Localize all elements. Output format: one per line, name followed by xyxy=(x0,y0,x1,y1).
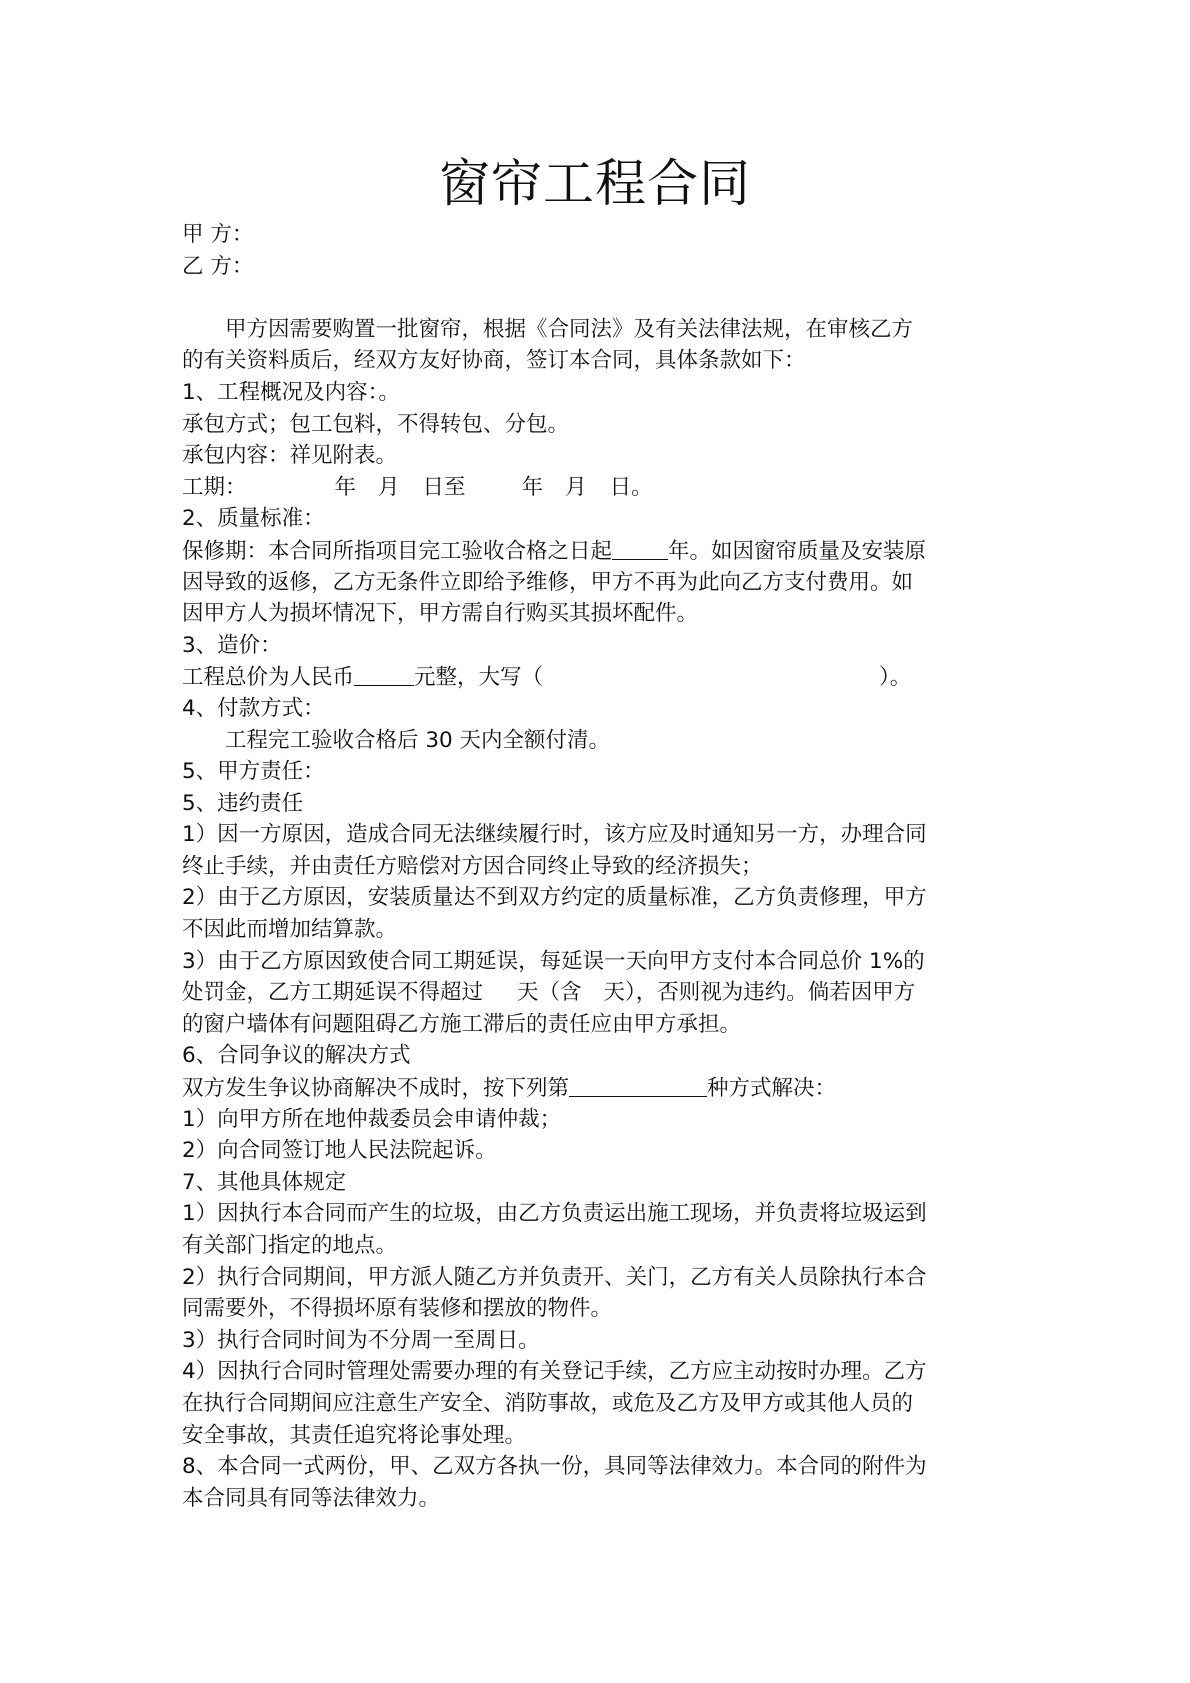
dispute-choice-blank xyxy=(569,1074,707,1097)
section-5b-title: 5、违约责任 xyxy=(182,790,304,816)
party-b-line: 乙 方： xyxy=(182,253,254,279)
document-title: 窗帘工程合同 xyxy=(438,155,751,214)
breach-item-3 xyxy=(182,977,1022,1009)
document-body xyxy=(182,219,1022,1514)
other-rule-line: 在执行合同期间应注意生产安全、消防事故，或危及乙方及甲方或其他人员的 xyxy=(182,1390,914,1416)
breach-item-3: 3）由于乙方原因致使合同工期延误，每延误一天向甲方支付本合同总价 1%的 xyxy=(182,948,925,974)
spacer xyxy=(182,282,1022,314)
dispute-option: 2）向合同签订地人民法院起诉。 xyxy=(182,1138,497,1164)
dispute-option: 1）向甲方所在地仲裁委员会申请仲裁； xyxy=(182,1106,562,1132)
warranty-text-a: 保修期：本合同所指项目完工验收合格之日起 xyxy=(182,538,613,564)
intro-line: 的有关资料质后，经双方友好协商，签订本合同，具体条款如下： xyxy=(182,348,806,374)
other-rule-line: 1）因执行本合同而产生的垃圾，由乙方负责运出施工现场，并负责将垃圾运到 xyxy=(182,1201,927,1227)
breach-item-1: 终止手续，并由责任方赔偿对方因合同终止导致的经济损失； xyxy=(182,853,763,879)
price-text-b: 元整，大写（ xyxy=(414,665,544,691)
breach-item-1: 1）因一方原因，造成合同无法继续履行时，该方应及时通知另一方，办理合同 xyxy=(182,822,927,848)
section-4-title: 4、付款方式： xyxy=(182,695,325,721)
contract-mode-line: 承包方式；包工包料，不得转包、分包。 xyxy=(182,411,570,437)
warranty-line xyxy=(182,535,1022,567)
price-line xyxy=(182,661,1022,693)
breach-item-2: 2）由于乙方原因，安装质量达不到双方约定的质量标准，乙方负责修理，甲方 xyxy=(182,885,927,911)
construction-period-line xyxy=(182,472,1022,504)
dispute-text-a: 双方发生争议协商解决不成时，按下列第 xyxy=(182,1076,570,1102)
period-label: 工期： xyxy=(182,474,247,500)
price-text-c: ）。 xyxy=(879,665,912,691)
price-text-a: 工程总价为人民币 xyxy=(182,665,355,691)
other-rule-line: 4）因执行合同时管理处需要办理的有关登记手续，乙方应主动按时办理。乙方 xyxy=(182,1359,927,1385)
warranty-line: 因导致的返修，乙方无条件立即给予维修，甲方不再为此向乙方支付费用。如 xyxy=(182,569,914,595)
breach-item-2: 不因此而增加结算款。 xyxy=(182,917,398,943)
section-1-title: 1、工程概况及内容：。 xyxy=(182,379,400,405)
breach-item-3-c: 天），否则视为违约。倘若因甲方 xyxy=(603,980,916,1006)
section-3-title: 3、造价： xyxy=(182,632,282,658)
warranty-text-b: 年。如因窗帘质量及安装原 xyxy=(668,538,927,564)
contract-content-line: 承包内容：祥见附表。 xyxy=(182,443,398,469)
other-rule-line: 有关部门指定的地点。 xyxy=(182,1233,398,1258)
other-rule-line: 2）执行合同期间，甲方派人随乙方并负责开、关门，乙方有关人员除执行本合 xyxy=(182,1264,927,1290)
other-rule-line: 同需要外，不得损坏原有装修和摆放的物件。 xyxy=(182,1296,613,1322)
period-year-2: 年 xyxy=(521,474,544,500)
section-8-line: 8、本合同一式两份，甲、乙双方各执一份，具同等法律效力。本合同的附件为 xyxy=(182,1454,927,1480)
section-6-title: 6、合同争议的解决方式 xyxy=(182,1043,411,1069)
warranty-years-blank xyxy=(612,537,668,560)
period-year-1: 年 xyxy=(334,474,357,500)
party-a-line: 甲 方： xyxy=(182,222,254,247)
breach-item-3-b: 天（含 xyxy=(517,980,582,1006)
dispute-line xyxy=(182,1072,1022,1104)
period-month-1: 月 xyxy=(378,474,400,500)
period-month-2: 月 xyxy=(565,474,587,500)
section-2-title: 2、质量标准： xyxy=(182,506,325,532)
breach-item-3: 的窗户墙体有问题阻碍乙方施工滞后的责任应由甲方承担。 xyxy=(182,1011,742,1037)
other-rule-line: 3）执行合同时间为不分周一至周日。 xyxy=(182,1327,540,1353)
breach-item-3-a: 处罚金，乙方工期延误不得超过 xyxy=(182,980,484,1006)
section-8-line: 本合同具有同等法律效力。 xyxy=(182,1485,441,1511)
dispute-text-b: 种方式解决： xyxy=(707,1076,837,1102)
period-day-to: 日至 xyxy=(422,474,466,500)
section-5a-title: 5、甲方责任： xyxy=(182,759,325,785)
period-day-end: 日。 xyxy=(609,474,653,500)
intro-line: 甲方因需要购置一批窗帘，根据《合同法》及有关法律法规，在审核乙方 xyxy=(225,316,914,342)
warranty-line: 因甲方人为损坏情况下，甲方需自行购买其损坏配件。 xyxy=(182,601,699,627)
section-7-title: 7、其他具体规定 xyxy=(182,1169,347,1195)
payment-line: 工程完工验收合格后 30 天内全额付清。 xyxy=(225,727,611,753)
other-rule-line: 安全事故，其责任追究将论事处理。 xyxy=(182,1422,527,1448)
price-amount-blank xyxy=(354,663,414,686)
